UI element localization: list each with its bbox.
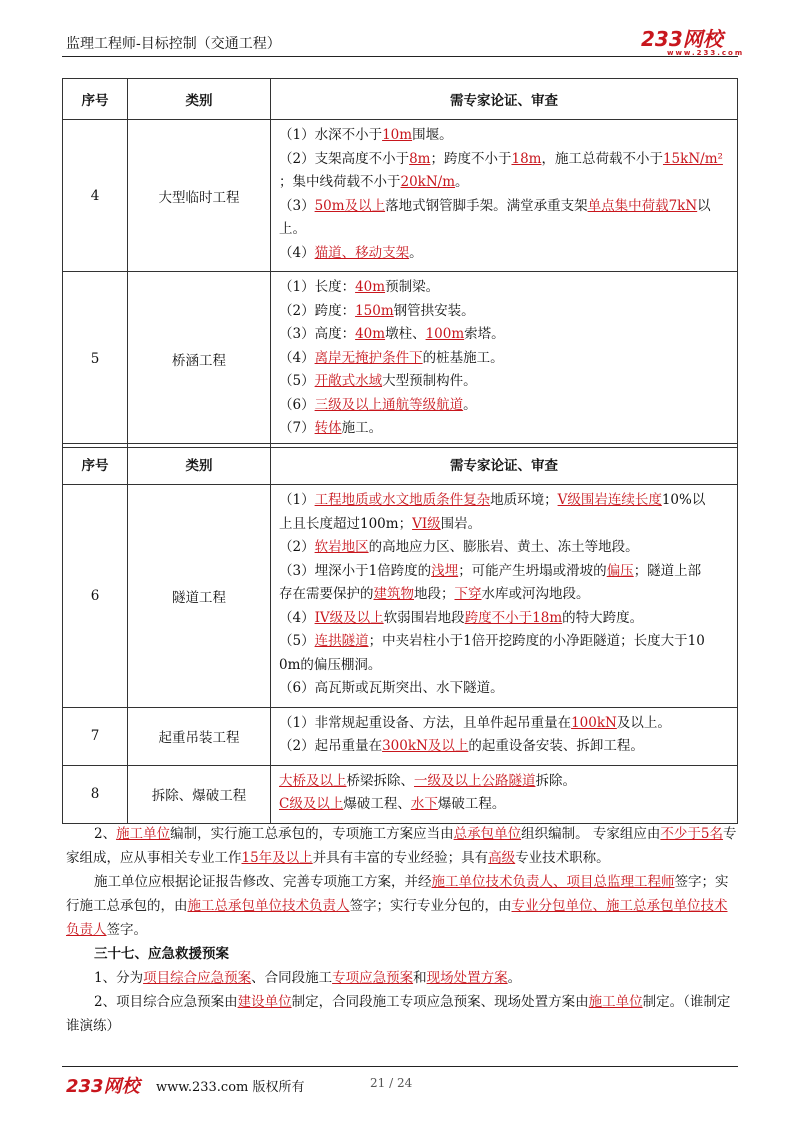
highlight-text: 跨度不小于18m bbox=[464, 609, 563, 626]
highlight-text: 100m bbox=[425, 326, 465, 342]
header-no: 序号 bbox=[63, 79, 128, 120]
text-run: （2）起吊重量在 bbox=[279, 738, 383, 754]
text-run: 。 bbox=[463, 396, 477, 413]
body-paragraph bbox=[66, 942, 738, 966]
header-no: 序号 bbox=[63, 444, 128, 485]
highlight-text: 100kN bbox=[571, 714, 617, 731]
text-run: 上且长度超过100m； bbox=[279, 515, 413, 532]
highlight-text: 40m bbox=[355, 279, 386, 295]
highlight-text: 大桥及以上 bbox=[279, 772, 347, 789]
text-run: 三十七、应急救援预案 bbox=[94, 946, 229, 962]
text-run: 爆破工程、 bbox=[343, 796, 411, 812]
footer-logo: 233网校 bbox=[66, 1076, 140, 1097]
text-run: 、合同段施工 bbox=[251, 970, 333, 986]
requirement-line bbox=[279, 171, 731, 195]
row-number: 8 bbox=[63, 765, 128, 823]
header-category: 类别 bbox=[128, 444, 271, 485]
text-run: （4） bbox=[279, 609, 315, 626]
text-run: 。 bbox=[409, 244, 423, 261]
text-run: （5） bbox=[279, 633, 315, 649]
body-paragraph bbox=[66, 966, 738, 990]
highlight-text: 连拱隧道 bbox=[314, 633, 369, 649]
text-run: （4） bbox=[279, 349, 315, 366]
table-row bbox=[63, 272, 738, 448]
text-run: ，施工总荷载不小于 bbox=[541, 150, 663, 167]
requirement-line bbox=[279, 513, 731, 537]
text-run: （2）跨度： bbox=[279, 302, 356, 319]
highlight-text: 工程地质或水文地质条件复杂 bbox=[314, 492, 491, 508]
highlight-text: 20kN/m bbox=[400, 174, 456, 190]
text-run: 落地式钢管脚手架。满堂承重支架 bbox=[385, 197, 588, 214]
text-run: 及以上。 bbox=[616, 714, 671, 731]
highlight-text: 15kN/m² bbox=[662, 150, 723, 167]
text-run: （1） bbox=[279, 492, 315, 508]
highlight-text: 150m bbox=[355, 302, 394, 319]
text-run: 并具有丰富的专业经验；具有 bbox=[312, 850, 489, 866]
highlight-text: 单点集中荷载7kN bbox=[587, 197, 698, 214]
document-header-title: 监理工程师-目标控制（交通工程） bbox=[66, 36, 281, 52]
text-run: （2） bbox=[279, 539, 315, 555]
highlight-text: 软岩地区 bbox=[314, 539, 369, 555]
requirement-line bbox=[279, 536, 731, 560]
requirement-line bbox=[279, 607, 731, 631]
table-row bbox=[63, 485, 738, 708]
text-run: 10%以 bbox=[661, 492, 706, 508]
requirement-line bbox=[279, 347, 731, 371]
text-run: 地段； bbox=[414, 586, 455, 602]
text-run: （1）长度： bbox=[279, 279, 356, 295]
highlight-text: 现场处置方案 bbox=[426, 970, 508, 986]
highlight-text: 建筑物 bbox=[373, 586, 414, 602]
text-run: 签字；实行施工总承包的，由 bbox=[66, 874, 729, 914]
highlight-text: 300kN及以上 bbox=[382, 738, 469, 754]
requirement-line bbox=[279, 712, 731, 736]
row-requirements bbox=[271, 485, 738, 708]
text-run: ；跨度不小于 bbox=[430, 150, 512, 167]
requirement-line bbox=[279, 489, 731, 513]
text-run: 存在需要保护的 bbox=[279, 586, 374, 602]
highlight-text: 15年及以上 bbox=[241, 850, 313, 866]
highlight-text: 下穿 bbox=[454, 586, 482, 602]
requirement-line bbox=[279, 793, 731, 817]
text-run: 2、 bbox=[94, 826, 117, 842]
text-run: 1、分为 bbox=[94, 970, 144, 986]
text-run: 和 bbox=[413, 970, 427, 986]
highlight-text: C级及以上 bbox=[279, 796, 344, 812]
text-run: （4） bbox=[279, 244, 315, 261]
text-run: 地质环境； bbox=[490, 492, 558, 508]
requirement-line bbox=[279, 630, 731, 654]
row-category: 起重吊装工程 bbox=[128, 707, 271, 765]
text-run: 专业技术职称。 bbox=[515, 850, 610, 866]
requirement-line bbox=[279, 218, 731, 242]
highlight-text: 专项应急预案 bbox=[332, 970, 414, 986]
table-row bbox=[63, 120, 738, 272]
expert-review-table-2 bbox=[62, 443, 738, 824]
text-run: 大型预制构件。 bbox=[382, 373, 477, 389]
highlight-text: 离岸无掩护条件下 bbox=[314, 349, 423, 366]
text-run: 的高地应力区、膨胀岩、黄土、冻土等地段。 bbox=[368, 539, 639, 555]
text-run: 签字；实行专业分包的，由 bbox=[349, 898, 512, 914]
header-category: 类别 bbox=[128, 79, 271, 120]
requirement-line bbox=[279, 148, 731, 172]
text-run: ；集中线荷载不小于 bbox=[279, 174, 401, 190]
text-run: 爆破工程。 bbox=[437, 796, 506, 812]
text-run: ；可能产生坍塌或滑坡的 bbox=[458, 562, 607, 579]
requirement-line bbox=[279, 242, 731, 266]
highlight-text: 施工总承包单位技术负责人 bbox=[187, 898, 350, 914]
highlight-text: 浅埋 bbox=[431, 562, 459, 579]
highlight-text: 三级及以上通航等级航道 bbox=[314, 396, 464, 413]
requirement-line bbox=[279, 124, 731, 148]
highlight-text: 专业分包单位、施工总承包单位技术负责人 bbox=[66, 898, 728, 938]
text-run: 施工单位应根据论证报告修改、完善专项施工方案，并经 bbox=[94, 874, 432, 890]
text-run: （3）高度： bbox=[279, 326, 356, 342]
row-number: 6 bbox=[63, 485, 128, 708]
requirement-line bbox=[279, 195, 731, 219]
expert-review-table-1 bbox=[62, 78, 738, 448]
requirement-line bbox=[279, 677, 731, 701]
row-category: 隧道工程 bbox=[128, 485, 271, 708]
text-run: 编制，实行施工总承包的，专项施工方案应当由 bbox=[170, 826, 454, 842]
table-row bbox=[63, 707, 738, 765]
highlight-text: 总承包单位 bbox=[453, 826, 522, 842]
text-run: （3）埋深小于1倍跨度的 bbox=[279, 562, 432, 579]
requirement-line bbox=[279, 735, 731, 759]
header-divider bbox=[62, 56, 738, 57]
text-run: 2、项目综合应急预案由 bbox=[94, 994, 238, 1010]
text-run: （1）水深不小于 bbox=[279, 127, 383, 143]
requirement-line bbox=[279, 560, 731, 584]
text-run: 水库或河沟地段。 bbox=[481, 586, 590, 602]
row-category: 桥涵工程 bbox=[128, 272, 271, 448]
row-requirements bbox=[271, 765, 738, 823]
table-header-row bbox=[63, 79, 738, 120]
text-run: 钢管拱安装。 bbox=[393, 302, 475, 319]
text-run: ；隧道上部 bbox=[633, 562, 702, 579]
body-paragraph bbox=[66, 870, 738, 942]
table-header-row bbox=[63, 444, 738, 485]
text-run: 的起重设备安装、拆卸工程。 bbox=[468, 738, 644, 754]
highlight-text: 项目综合应急预案 bbox=[143, 970, 252, 986]
text-run: 的特大跨度。 bbox=[562, 609, 644, 626]
text-run: （1）非常规起重设备、方法，且单件起吊重量在 bbox=[279, 714, 572, 731]
highlight-text: VI级 bbox=[412, 515, 441, 532]
footer-copyright: www.233.com 版权所有 bbox=[156, 1080, 305, 1095]
row-requirements bbox=[271, 120, 738, 272]
text-run: 桥梁拆除、 bbox=[346, 772, 414, 789]
highlight-text: 40m bbox=[355, 326, 386, 342]
highlight-text: 猫道、移动支架 bbox=[314, 244, 410, 261]
requirement-line bbox=[279, 300, 731, 324]
body-paragraph bbox=[66, 822, 738, 870]
text-run: 围岩。 bbox=[440, 515, 482, 532]
highlight-text: 高级 bbox=[488, 850, 516, 866]
text-run: 签字。 bbox=[106, 922, 147, 938]
header-content: 需专家论证、审查 bbox=[271, 444, 738, 485]
row-category: 大型临时工程 bbox=[128, 120, 271, 272]
brand-logo: 233网校 www.233.com bbox=[641, 27, 745, 57]
text-run: 0m的偏压棚洞。 bbox=[279, 656, 382, 673]
highlight-text: IV级及以上 bbox=[314, 609, 384, 626]
highlight-text: V级围岩连续长度 bbox=[557, 492, 662, 508]
highlight-text: 施工单位 bbox=[116, 826, 171, 842]
highlight-text: 转体 bbox=[314, 420, 342, 436]
text-run: （7） bbox=[279, 420, 315, 436]
highlight-text: 水下 bbox=[410, 796, 438, 812]
highlight-text: 不少于5名 bbox=[660, 826, 723, 842]
text-run: 墩柱、 bbox=[385, 326, 426, 342]
text-run: 制定，合同段施工专项应急预案、现场处置方案由 bbox=[291, 994, 589, 1010]
highlight-text: 50m及以上 bbox=[314, 197, 386, 214]
highlight-text: 偏压 bbox=[606, 562, 634, 579]
highlight-text: 建设单位 bbox=[237, 994, 292, 1010]
header-content: 需专家论证、审查 bbox=[271, 79, 738, 120]
requirement-line bbox=[279, 583, 731, 607]
row-number: 7 bbox=[63, 707, 128, 765]
requirement-line bbox=[279, 417, 731, 441]
text-run: 组织编制。 专家组应由 bbox=[521, 826, 661, 842]
text-run: 的桩基施工。 bbox=[422, 349, 504, 366]
text-run: （3） bbox=[279, 197, 315, 214]
text-run: 。 bbox=[455, 174, 469, 190]
highlight-text: 10m bbox=[382, 127, 413, 143]
body-paragraph bbox=[66, 990, 738, 1038]
text-run: 以 bbox=[697, 197, 711, 214]
highlight-text: 开敞式水域 bbox=[314, 373, 383, 389]
requirement-line bbox=[279, 654, 731, 678]
text-run: 上。 bbox=[279, 221, 306, 237]
text-run: 施工。 bbox=[341, 420, 383, 436]
text-run: （6）高瓦斯或瓦斯突出、水下隧道。 bbox=[279, 680, 504, 696]
text-run: 拆除。 bbox=[535, 772, 576, 789]
text-run: 专家组成，应从事相关专业工作 bbox=[66, 826, 737, 866]
text-run: （2）支架高度不小于 bbox=[279, 150, 410, 167]
highlight-text: 8m bbox=[409, 150, 431, 167]
highlight-text: 施工单位 bbox=[588, 994, 643, 1010]
text-run: 预制梁。 bbox=[385, 279, 440, 295]
text-run: （5） bbox=[279, 373, 315, 389]
text-run: 。 bbox=[507, 970, 522, 986]
footer-divider bbox=[62, 1066, 738, 1067]
highlight-text: 18m bbox=[511, 150, 542, 167]
highlight-text: 一级及以上公路隧道 bbox=[414, 772, 536, 789]
page-number: 21 / 24 bbox=[370, 1076, 413, 1090]
text-run: 围堰。 bbox=[412, 127, 453, 143]
text-run: 软弱围岩地段 bbox=[383, 609, 465, 626]
table-row bbox=[63, 765, 738, 823]
row-requirements bbox=[271, 272, 738, 448]
requirement-line bbox=[279, 394, 731, 418]
text-run: 制定。（谁制定谁演练） bbox=[66, 994, 731, 1034]
text-run: （6） bbox=[279, 396, 315, 413]
row-requirements bbox=[271, 707, 738, 765]
row-category: 拆除、爆破工程 bbox=[128, 765, 271, 823]
text-run: 索塔。 bbox=[464, 326, 505, 342]
text-run: ；中夹岩柱小于1倍开挖跨度的小净距隧道；长度大于10 bbox=[368, 633, 705, 649]
row-number: 5 bbox=[63, 272, 128, 448]
row-number: 4 bbox=[63, 120, 128, 272]
requirement-line bbox=[279, 276, 731, 300]
requirement-line bbox=[279, 323, 731, 347]
requirement-line bbox=[279, 370, 731, 394]
highlight-text: 施工单位技术负责人、项目总监理工程师 bbox=[431, 874, 675, 890]
requirement-line bbox=[279, 770, 731, 794]
